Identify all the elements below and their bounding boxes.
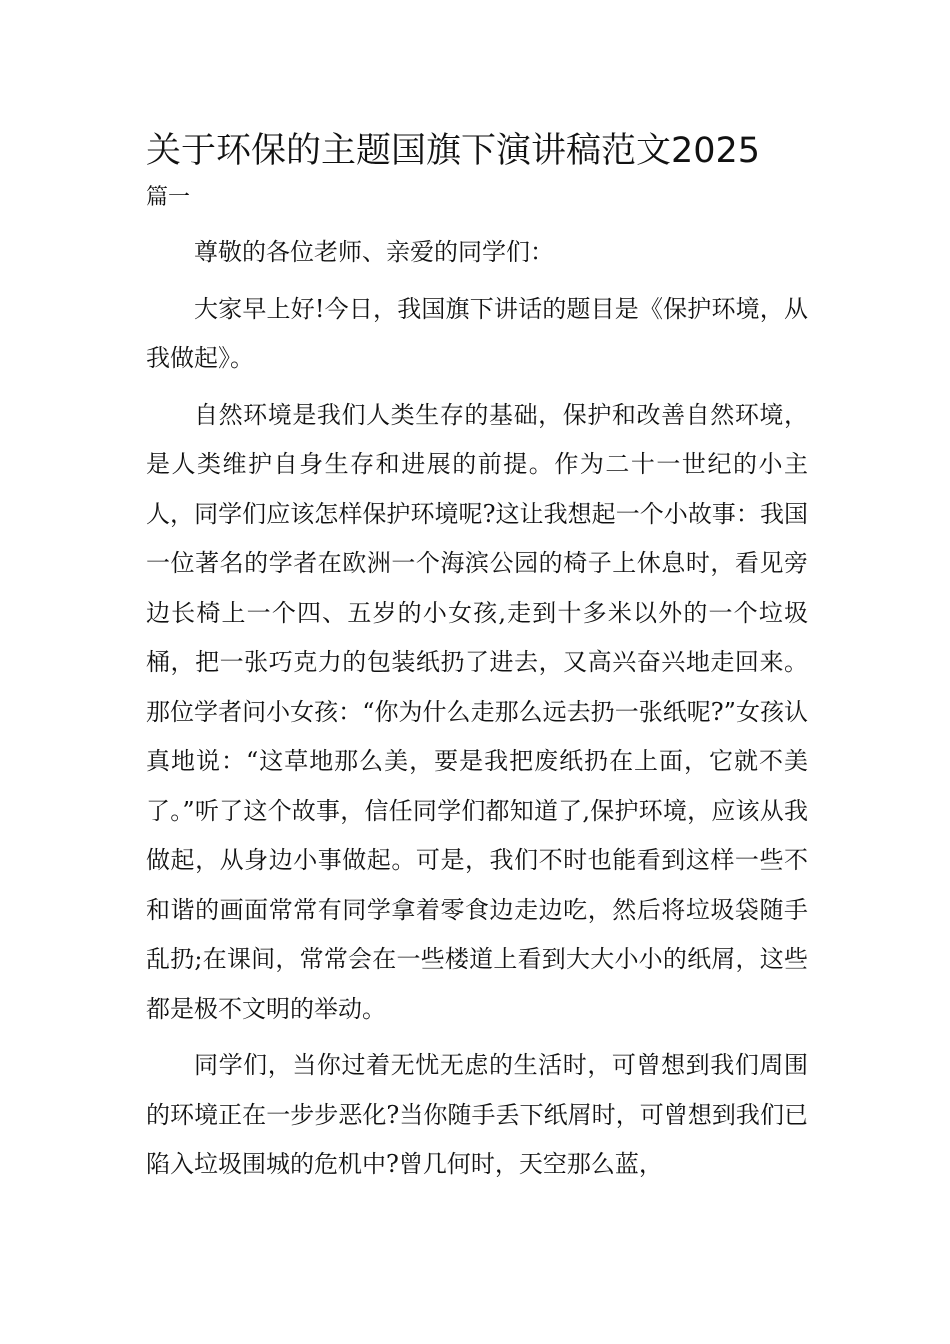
document-body — [146, 228, 808, 1197]
document-title: 关于环保的主题国旗下演讲稿范文2025 — [146, 131, 761, 171]
section-label: 篇一 — [146, 185, 191, 210]
paragraph-reflection: 同学们，当你过着无忧无虑的生活时，可曾想到我们周围的环境正在一步步恶化?当你随手丢下纸屑时，可曾想到我们已陷入垃圾围城的危机中?曾几何时，天空那么蓝， — [146, 1051, 808, 1178]
paragraph-intro: 大家早上好!今日，我国旗下讲话的题目是《保护环境，从我做起》。 — [146, 294, 808, 372]
paragraph-story: 自然环境是我们人类生存的基础，保护和改善自然环境，是人类维护自身生存和进展的前提。作为二十一世纪的小主人，同学们应该怎样保护环境呢?这让我想起一个小故事：我国一位著名的学者在欧洲一个海滨公园的椅子上休息时，看见旁边长椅上一个四、五岁的小女孩,走到十多米以外的一个垃圾桶，把一张巧克力的包装纸扔了进去，又高兴奋兴地走回来。那位学者问小女孩：“你为什么走那么远去扔一张纸呢?”女孩认真地说：“这草地那么美，要是我把废纸扔在上面，它就不美了。”听了这个故事，信任同学们都知道了,保护环境，应该从我做起，从身边小事做起。可是，我们不时也能看到这样一些不和谐的画面常常有同学拿着零食边走边吃，然后将垃圾袋随手乱扔;在课间，常常会在一些楼道上看到大大小小的纸屑，这些都是极不文明的举动。 — [146, 400, 808, 1023]
paragraph-greeting: 尊敬的各位老师、亲爱的同学们： — [194, 238, 554, 266]
